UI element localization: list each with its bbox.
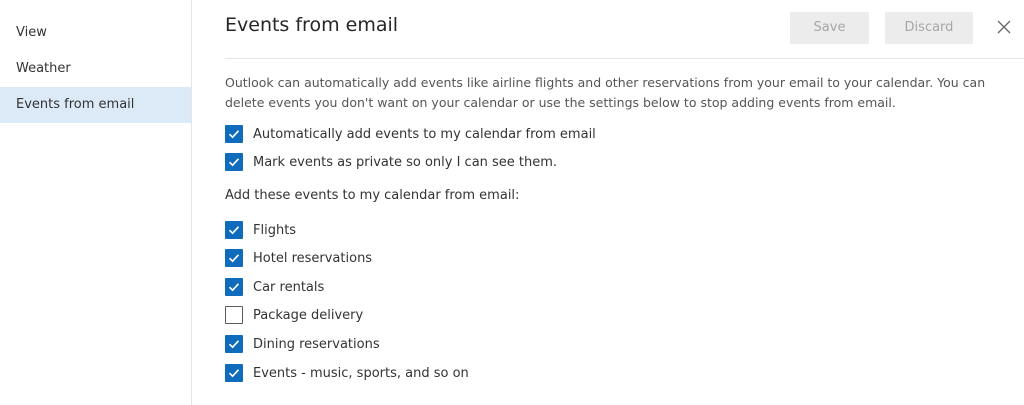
checkmark-icon [227, 223, 241, 237]
checkbox-events[interactable] [225, 364, 243, 382]
event-type-hotel-reservations[interactable] [225, 248, 372, 268]
checkbox-flights[interactable] [225, 221, 243, 239]
section-label: Add these events to my calendar from email: [225, 188, 520, 203]
page-title: Events from email [225, 14, 399, 36]
checkbox-hotel-reservations[interactable] [225, 249, 243, 267]
description-text: Outlook can automatically add events like airline flights and other reservations from your email to your calendar. You can delete events you don't want on your calendar or use the settings below to stop adding events from email. [225, 75, 986, 110]
checkbox-label: Package delivery [253, 307, 364, 323]
sidebar-item-weather[interactable]: Weather [16, 61, 71, 76]
auto-add-events-option[interactable] [225, 124, 596, 144]
event-type-flights[interactable] [225, 220, 296, 240]
sidebar-item-view[interactable]: View [16, 25, 47, 40]
close-icon[interactable] [993, 16, 1015, 38]
checkmark-icon [227, 280, 241, 294]
panel-header [225, 0, 1024, 59]
checkbox-label: Flights [253, 222, 297, 238]
checkbox-label: Automatically add events to my calendar from email [253, 126, 596, 142]
checkbox-car-rentals[interactable] [225, 278, 243, 296]
sidebar-item-events-from-email[interactable]: Events from email [0, 87, 191, 123]
checkmark-icon [227, 251, 241, 265]
private-events-option[interactable] [225, 152, 557, 172]
checkbox-label: Hotel reservations [253, 250, 373, 266]
settings-content [225, 73, 1005, 381]
checkmark-icon [227, 127, 241, 141]
event-type-package-delivery[interactable] [225, 305, 363, 325]
checkmark-icon [227, 155, 241, 169]
checkbox-label: Car rentals [253, 279, 325, 295]
event-type-events[interactable] [225, 363, 469, 383]
save-button[interactable]: Save [790, 12, 869, 44]
checkbox-package-delivery[interactable] [225, 306, 243, 324]
checkbox-label: Events - music, sports, and so on [253, 365, 469, 381]
checkbox-auto-add-events[interactable] [225, 125, 243, 143]
checkbox-dining-reservations[interactable] [225, 335, 243, 353]
checkmark-icon [227, 337, 241, 351]
discard-button[interactable]: Discard [885, 12, 973, 44]
event-type-car-rentals[interactable] [225, 277, 324, 297]
checkbox-label: Mark events as private so only I can see them. [253, 154, 558, 170]
settings-panel [193, 0, 1024, 405]
event-type-dining-reservations[interactable] [225, 334, 380, 354]
settings-sidebar [0, 0, 192, 405]
checkbox-private-events[interactable] [225, 153, 243, 171]
checkbox-label: Dining reservations [253, 336, 380, 352]
checkmark-icon [227, 366, 241, 380]
